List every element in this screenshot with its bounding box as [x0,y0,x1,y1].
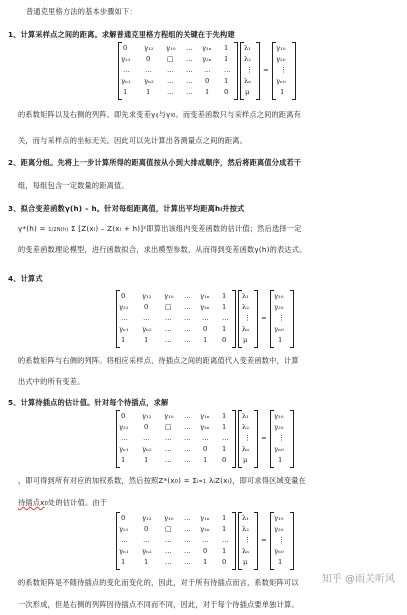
section-5-line-4: 一次形成，但是右侧的列阵因待插点不同而不同，因此，对于每个待插点要单独计算。 [18,600,299,609]
section-4-line-2: 出式中的所有变差。 [18,377,85,386]
matrix-equation-1: 0 γ₁₂ γ₁₀ … γ₁ₙ 1 γ₂₁ 0 □ … γ₂ₙ 1 … … … … … … γₙ₁ γₙ₂ … … 0 1 1 1 … … 1 0 λ₁ λ₂ ⋮ λₙ μ = γ₁₀ γ₂₀ ⋮ γₙ₀ 1 [118,42,308,100]
matrix-left-bracket [116,512,120,570]
rhs-right-bracket [290,512,294,570]
section-3-line-3: 的变差函数理论模型，进行函数拟合，求出模型参数，从而得到变差函数γ(h)的表达式。 [18,245,307,254]
matrix-right-bracket [232,410,236,468]
section-4-line-1: 的系数矩阵与右侧的列阵。将相应采样点、待插点之间的距离值代入变差函数中，计算 [18,356,299,365]
section-1-line-1: 的系数矩阵以及右侧的列阵。即先求变差γij与γi0。而变差函数只与采样点之间的距离有 [18,110,302,119]
section-5-heading: 5、计算待插点的估计值。针对每个待插点，求解 [8,398,169,407]
matrix-right-bracket [232,290,236,348]
matrix-left-bracket [118,42,122,100]
rhs-right-bracket [290,290,294,348]
matrix-equation-4: 0 γ₁₂ γ₁₀ … γ₁ₙ 1 γ₂₁ 0 □ … γ₂ₙ 1 … … … … … … γₙ₁ γₙ₂ … … 0 1 1 1 … … 1 0 λ₁ λ₂ ⋮ λₙ μ = γ₁₀ γ₂₀ ⋮ γₙ₀ 1 [116,512,306,570]
matrix-right-bracket [234,42,238,100]
section-1-line-2: 关，而与采样点的坐标无关。因此可以先计算出各测量点之间的距离。 [18,136,248,145]
intro-line: 普通克里格方法的基本步骤如下： [26,7,137,16]
lambda-right-bracket [254,290,258,348]
matrix-left-bracket [116,410,120,468]
matrix-left-bracket [116,290,120,348]
lambda-right-bracket [254,410,258,468]
matrix-right-bracket [232,512,236,570]
section-1-heading: 1、计算采样点之间的距离。求解普通克里格方程组的关键在于先构建 [8,30,235,39]
section-3-line-1: 3、拟合变差函数γ(h) – h。针对每组距离值，计算出平均距离hi并按式 [8,204,245,213]
section-3-formula: γ*(h) = 1/2N(h) Σ [Z(xi) – Z(xi + h)]²即算出该组内变差函数的估计值；然后选择一定 [18,224,302,233]
matrix-equation-3: 0 γ₁₂ γ₁₀ … γ₁ₙ 1 γ₂₁ 0 □ … γ₂ₙ 1 … … … … … … γₙ₁ γₙ₂ … … 0 1 1 1 … … 1 0 λ₁ λ₂ ⋮ λₙ μ = γ₁₀ γ₂₀ ⋮ γₙ₀ 1 [116,410,306,468]
section-5-line-1: ，即可得到所有对应的加权系数，然后按照Z*(x0) = Σi=1 λiZ(xi)，即可求得区域变量在 [18,476,307,485]
matrix-equation-2: 0 γ₁₂ γ₁₀ … γ₁ₙ 1 γ₂₁ 0 □ … γ₂ₙ 1 … … … … … … γₙ₁ γₙ₂ … … 0 1 1 1 … … 1 0 λ₁ λ₂ ⋮ λₙ μ = γ₁₀ γ₂₀ ⋮ γₙ₀ 1 [116,290,306,348]
watermark: 知乎 @雨关听风 [321,574,395,585]
section-2-line-1: 2、距离分组。先将上一步计算所得的距离值按从小到大排成顺序，然后将距离值分成若干 [8,158,302,167]
lambda-right-bracket [254,512,258,570]
lambda-right-bracket [256,42,260,100]
section-4-heading: 4、计算式 [8,274,43,283]
rhs-right-bracket [290,410,294,468]
section-5-line-2: 待插点x0处的估计值。由于 [18,498,108,507]
section-2-line-2: 组，每组包含一定数量的距离值。 [18,181,129,190]
section-5-line-3: 的系数矩阵是不随待插点的变化而变化的，因此，对于所有待插点而言，系数矩阵可以 [18,578,299,587]
rhs-right-bracket [292,42,296,100]
